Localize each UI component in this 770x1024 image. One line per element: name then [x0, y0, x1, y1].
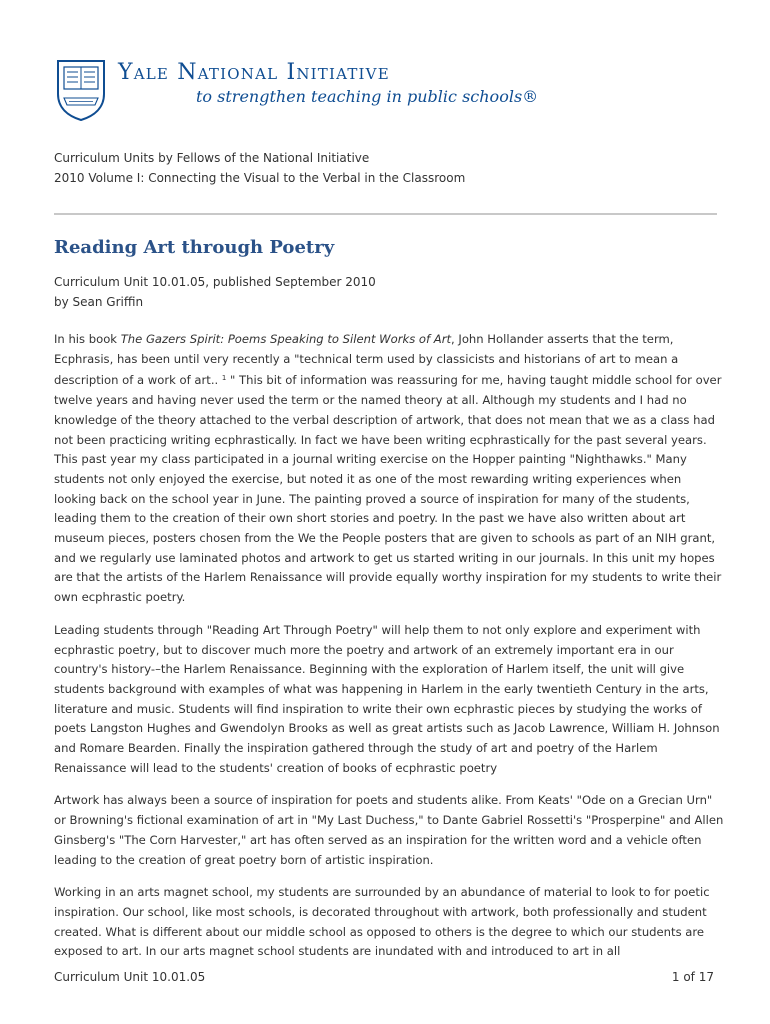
header-logo	[54, 58, 539, 122]
series-line-1: Curriculum Units by Fellows of the National Initiative	[54, 151, 370, 165]
page-number: 1 of 17	[671, 970, 714, 984]
paragraph-1-rest: " This bit of information was reassuring for me, having taught middle school for over twelve years and having never used the term or the named theory at all. Although my students and I had no knowledge of the theory attached to the verbal description of artwork, that does not mean that we as a class had not been practicing writing ecphrastically. In fact we have been writing ecphrastically for the past several years. This past year my class participated in a journal writing exercise on the Hopper painting "Nighthawks." Many students not only enjoyed the exercise, but noted it as one of the most rewarding writing experiences when looking back on the school year in June. The painting proved a source of inspiration for many of the students, leading them to the creation of their own short stories and poetry. In the past we have also written about art museum pieces, posters chosen from the We the People posters that are given to schools as part of an NIH grant, and we regularly use laminated photos and artwork to get us started writing in our journals. In this unit my hopes are that the artists of the Harlem Renaissance will provide equally worthy inspiration for my students to write their own ecphrastic poetry.	[54, 373, 722, 605]
paragraph-1	[54, 330, 724, 608]
footer-unit-label: Curriculum Unit 10.01.05	[54, 970, 206, 984]
author-line: by Sean Griffin	[54, 295, 144, 309]
yale-shield-icon	[54, 58, 108, 122]
brand-name: Yale National Initiative	[118, 60, 390, 85]
series-line-2: 2010 Volume I: Connecting the Visual to the Verbal in the Classroom	[54, 171, 466, 185]
published-line: Curriculum Unit 10.01.05, published September 2010	[54, 275, 376, 289]
body-text	[54, 330, 724, 960]
footnote-ref[interactable]: 1	[221, 374, 227, 383]
book-title: The Gazers Spirit: Poems Speaking to Silent Works of Art	[120, 332, 452, 346]
series-info	[54, 148, 465, 188]
divider	[54, 213, 717, 215]
unit-title: Reading Art through Poetry	[54, 237, 335, 258]
paragraph-1-mid: , John Hollander asserts that the term, Ecphrasis, has been until very recently a "technical term used by classicists and historians of art to mean a description of a work of art..	[54, 332, 679, 388]
page-footer	[54, 970, 714, 984]
unit-meta	[54, 272, 376, 312]
brand-tagline: to strengthen teaching in public schools®	[196, 87, 539, 106]
paragraph-2: Leading students through "Reading Art Through Poetry" will help them to not only explore and experiment with ecphrastic poetry, but to discover much more the poetry and artwork of an extremely important era in our country's history-–the Harlem Renaissance. Beginning with the exploration of Harlem itself, the unit will give students background with examples of what was happening in Harlem in the early twentieth Century in the arts, literature and music. Students will find inspiration to write their own ecphrastic pieces by studying the works of poets Langston Hughes and Gwendolyn Brooks as well as great artists such as Jacob Lawrence, William H. Johnson and Romare Bearden. Finally the inspiration gathered through the study of art and poetry of the Harlem Renaissance will lead to the students' creation of books of ecphrastic poetry	[54, 622, 720, 775]
paragraph-4: Working in an arts magnet school, my students are surrounded by an abundance of material to look to for poetic inspiration. Our school, like most schools, is decorated throughout with artwork, both professionally and student created. What is different about our middle school as opposed to others is the degree to which our students are exposed to art. In our arts magnet school students are inundated with and introduced to art in all	[54, 885, 710, 959]
paragraph-1-lead: In his book	[54, 332, 121, 346]
paragraph-3: Artwork has always been a source of inspiration for poets and students alike. From Keats' "Ode on a Grecian Urn" or Browning's fictional examination of art in "My Last Duchess," to Dante Gabriel Rossetti's "Prosperpine" and Allen Ginsberg's "The Corn Harvester," art has often served as an inspiration for the written word and a vehicle often leading to the creation of great poetry born of artistic inspiration.	[54, 793, 724, 867]
